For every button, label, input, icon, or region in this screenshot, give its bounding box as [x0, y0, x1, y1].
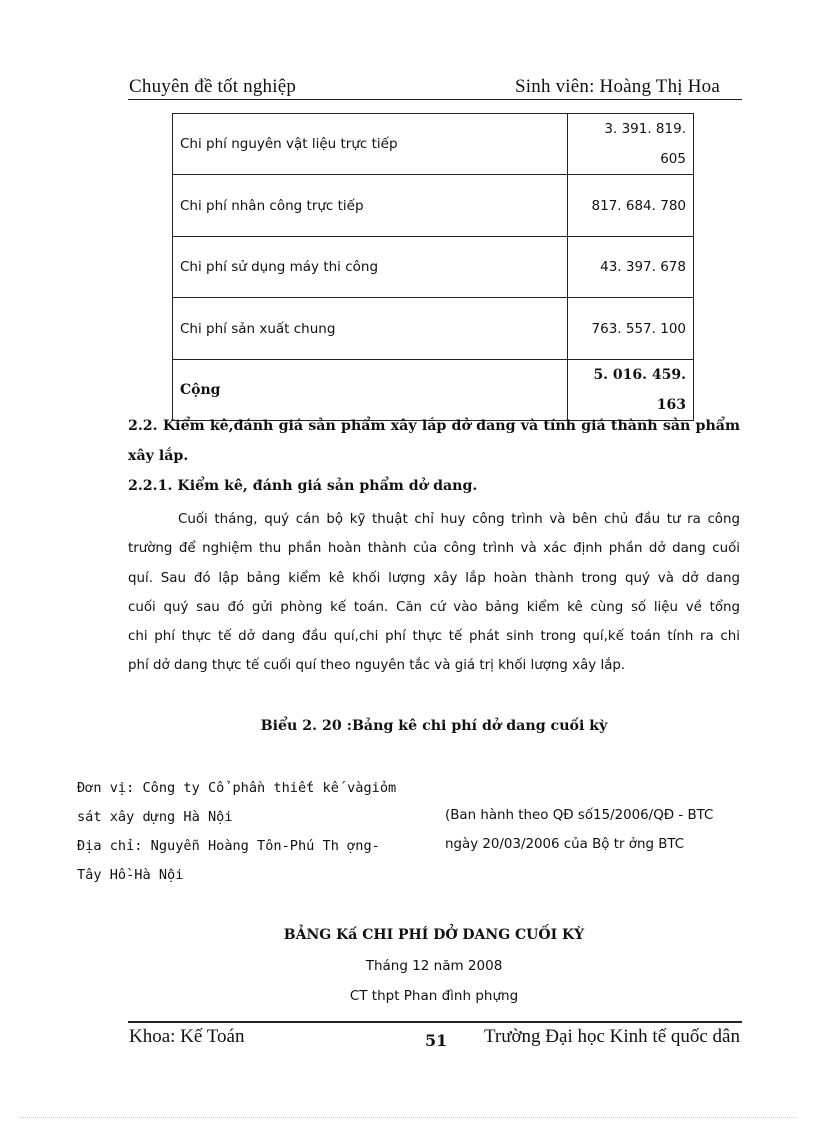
row-label: Chi phí nguyên vật liệu trực tiếp [173, 114, 568, 175]
footer-right-text: Trường Đại học Kinh tế quốc dân [483, 1026, 740, 1047]
decree-line1: (Ban hành theo QĐ số15/2006/QĐ - BTC [445, 808, 714, 823]
total-value-line2: 163 [656, 397, 686, 413]
unit-info-line: Địa chỉ: Nguyễn Hoàng Tôn-Phú Th ợng- [77, 838, 380, 854]
row-value [568, 114, 694, 175]
section-heading-line1: 2.2. Kiểm kê,đánh giá sản phẩm xây lắp dở dang và tính giá thành sản phẩm [128, 418, 740, 434]
footer-divider [128, 1021, 742, 1023]
total-value-line1: 5. 016. 459. [593, 367, 686, 383]
unit-info-line: Tây Hồ-Hà Nội [77, 867, 184, 883]
report-title: BẢNG Kấ CHI PHÍ DỞ DANG CUỐI KỲ [283, 927, 585, 943]
unit-info [77, 774, 437, 890]
row-label: Chi phí nhân công trực tiếp [173, 175, 568, 237]
row-value-line2: 605 [660, 151, 686, 167]
table-row [173, 237, 694, 298]
page-bottom-border [20, 1117, 796, 1118]
paragraph-line: cuối quý sau đó gửi phòng kế toán. Căn cứ vào bảng kiểm kê cùng số liệu về tổng [128, 599, 740, 615]
footer-left-text: Khoa: Kế Toán [129, 1026, 245, 1047]
row-value: 817. 684. 780 [568, 175, 694, 237]
subsection-heading: 2.2.1. Kiểm kê, đánh giá sản phẩm dở dang. [128, 478, 478, 494]
figure-caption: Biểu 2. 20 :Bảng kê chi phí dở dang cuối kỳ [260, 718, 608, 734]
decree-line2: ngày 20/03/2006 của Bộ tr ởng BTC [445, 837, 685, 852]
header-divider [128, 99, 742, 100]
table-row [173, 175, 694, 237]
paragraph-line: quí. Sau đó lập bảng kiểm kê khối lượng xây lắp hoàn thành trong quý và dở dang [128, 570, 740, 586]
header-right-text: Sinh viên: Hoàng Thị Hoa [515, 76, 720, 97]
cost-table [172, 113, 694, 421]
row-value-line1: 3. 391. 819. [604, 121, 686, 137]
paragraph-line: trường để nghiệm thu phần hoàn thành của công trình và xác định phần dở dang cuối [128, 541, 740, 557]
row-label: Chi phí sử dụng máy thi công [173, 237, 568, 298]
page-number: 51 [425, 1031, 448, 1050]
unit-info-line: sát xây dựng Hà Nội [77, 809, 233, 825]
paragraph-line: chi phí thực tế dở dang đầu quí,chi phí thực tế phát sinh trong quí,kế toán tính ra chi [128, 629, 740, 645]
row-value: 763. 557. 100 [568, 298, 694, 360]
total-row [173, 360, 694, 421]
decree-info [445, 801, 790, 859]
row-value: 43. 397. 678 [568, 237, 694, 298]
body-paragraph [128, 505, 740, 681]
report-period: Tháng 12 năm 2008 [365, 958, 503, 974]
paragraph-line: Cuối tháng, quý cán bộ kỹ thuật chỉ huy công trình và bên chủ đầu tư ra công [178, 512, 740, 527]
total-value [568, 360, 694, 421]
header-left-text: Chuyên đề tốt nghiệp [129, 76, 297, 97]
section-heading-line2: xây lắp. [128, 448, 189, 464]
unit-info-line: Đơn vị: Công ty Cổ phần thiết kế vàgiỏm [77, 780, 397, 796]
row-label: Chi phí sản xuất chung [173, 298, 568, 360]
report-project: CT thpt Phan đình phựng [349, 988, 519, 1004]
table-row [173, 298, 694, 360]
table-row [173, 114, 694, 175]
paragraph-line: phí dở dang thực tế cuối quí theo nguyên tắc và giá trị khối lượng xây lắp. [128, 658, 626, 674]
total-label: Cộng [173, 360, 568, 421]
